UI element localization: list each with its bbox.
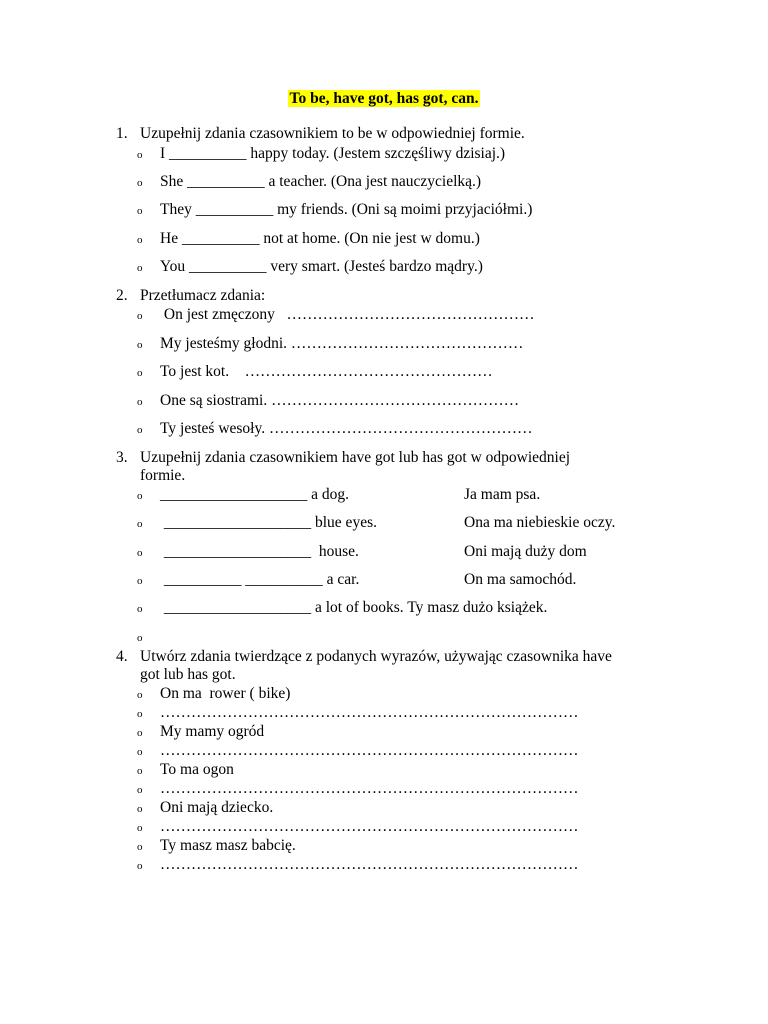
exercise-3	[116, 449, 676, 644]
item-text: You __________ very smart. (Jesteś bardzo mądry.)	[160, 258, 483, 275]
bullet-marker: o	[137, 784, 143, 796]
bullet-marker: o	[137, 841, 143, 853]
bullet-marker: o	[137, 632, 143, 644]
bullet-marker: o	[137, 339, 143, 351]
list-item	[137, 685, 291, 703]
bullet-marker: o	[137, 310, 143, 322]
item-text: ___________________ a dog.	[160, 486, 350, 503]
list-item	[137, 258, 483, 276]
item-text: ………………………………………………………………………	[160, 818, 579, 835]
exercise-3-heading	[116, 449, 676, 485]
item-text: ………………………………………………………………………	[160, 780, 579, 797]
exercise-1-heading	[116, 125, 676, 143]
bullet-marker: o	[137, 547, 143, 559]
bullet-marker: o	[137, 822, 143, 834]
bullet-marker: o	[137, 424, 143, 436]
item-text: Ty jesteś wesoły. ……………………………………………	[160, 420, 533, 437]
bullet-marker: o	[137, 860, 143, 872]
bullet-marker: o	[137, 803, 143, 815]
item-text: ………………………………………………………………………	[160, 704, 579, 721]
answer-line	[137, 742, 579, 760]
list-item	[137, 306, 535, 324]
bullet-marker: o	[137, 396, 143, 408]
item-translation: On ma samochód.	[464, 571, 577, 588]
item-text: He __________ not at home. (On nie jest w domu.)	[160, 230, 480, 247]
exercise-number: 2.	[116, 287, 128, 304]
list-item	[137, 420, 533, 438]
item-text: To jest kot. …………………………………………	[160, 363, 493, 380]
list-item	[137, 145, 506, 163]
item-text: I __________ happy today. (Jestem szczęśliwy dzisiaj.)	[160, 145, 506, 162]
item-text: ___________________ house.	[160, 543, 359, 560]
bullet-marker: o	[137, 575, 143, 587]
item-translation: Oni mają duży dom	[464, 543, 587, 560]
bullet-marker: o	[137, 765, 143, 777]
item-text: My mamy ogród	[160, 723, 265, 740]
item-text: She __________ a teacher. (Ona jest nauczycielką.)	[160, 173, 482, 190]
item-text: __________ __________ a car.	[160, 571, 360, 588]
answer-line	[137, 704, 579, 722]
bullet-marker: o	[137, 708, 143, 720]
list-item	[137, 599, 548, 617]
list-item	[137, 201, 533, 219]
item-text: Oni mają dziecko.	[160, 799, 274, 816]
page-title: To be, have got, has got, can.	[289, 90, 479, 107]
bullet-marker: o	[137, 603, 143, 615]
answer-line	[137, 818, 579, 836]
bullet-marker: o	[137, 367, 143, 379]
item-text: On jest zmęczony …………………………………………	[160, 306, 535, 323]
list-item	[137, 799, 274, 817]
bullet-marker: o	[137, 205, 143, 217]
exercise-number: 4.	[116, 648, 128, 665]
list-item	[137, 543, 359, 561]
list-item	[137, 335, 524, 353]
list-item	[137, 571, 360, 589]
item-text: My jesteśmy głodni. ………………………………………	[160, 335, 524, 352]
item-text: ………………………………………………………………………	[160, 856, 579, 873]
exercise-instruction-line2: got lub has got.	[140, 666, 236, 683]
item-translation: Ja mam psa.	[464, 486, 541, 503]
item-text: One są siostrami. …………………………………………	[160, 392, 520, 409]
bullet-marker: o	[137, 234, 143, 246]
exercise-2	[116, 287, 676, 437]
exercise-instruction-line1: Uzupełnij zdania czasownikiem have got lub has got w odpowiedniej	[140, 449, 571, 466]
item-text: ___________________ a lot of books. Ty masz dużo książek.	[160, 599, 548, 616]
exercise-instruction: Uzupełnij zdania czasownikiem to be w odpowiedniej formie.	[140, 125, 525, 142]
item-text: On ma rower ( bike)	[160, 685, 291, 702]
list-item	[137, 363, 493, 381]
list-item	[137, 837, 296, 855]
exercise-instruction: Przetłumacz zdania:	[140, 287, 266, 304]
list-item	[137, 761, 234, 779]
exercise-4-heading	[116, 648, 716, 684]
exercise-instruction-line2: formie.	[140, 467, 186, 484]
exercise-2-heading	[116, 287, 676, 305]
list-item	[137, 230, 480, 248]
exercise-1	[116, 125, 676, 275]
item-text: ___________________ blue eyes.	[160, 514, 377, 531]
bullet-marker: o	[137, 518, 143, 530]
item-text: To ma ogon	[160, 761, 234, 778]
bullet-marker: o	[137, 177, 143, 189]
answer-line	[137, 780, 579, 798]
bullet-marker: o	[137, 727, 143, 739]
list-item	[137, 486, 350, 504]
bullet-marker: o	[137, 746, 143, 758]
answer-line	[137, 856, 579, 874]
exercise-number: 1.	[116, 125, 128, 142]
title-container	[0, 89, 768, 108]
bullet-marker: o	[137, 490, 143, 502]
bullet-marker: o	[137, 689, 143, 701]
item-translation: Ona ma niebieskie oczy.	[464, 514, 616, 531]
exercise-4	[116, 648, 716, 873]
bullet-marker: o	[137, 149, 143, 161]
exercise-number: 3.	[116, 449, 128, 466]
list-item	[137, 723, 265, 741]
list-item	[137, 392, 520, 410]
list-item	[137, 173, 482, 191]
exercise-instruction-line1: Utwórz zdania twierdzące z podanych wyrazów, używając czasownika have	[140, 648, 612, 665]
item-text: ………………………………………………………………………	[160, 742, 579, 759]
item-text: Ty masz masz babcię.	[160, 837, 296, 854]
bullet-marker: o	[137, 262, 143, 274]
list-item	[137, 514, 377, 532]
item-text: They __________ my friends. (Oni są moimi przyjaciółmi.)	[160, 201, 533, 218]
